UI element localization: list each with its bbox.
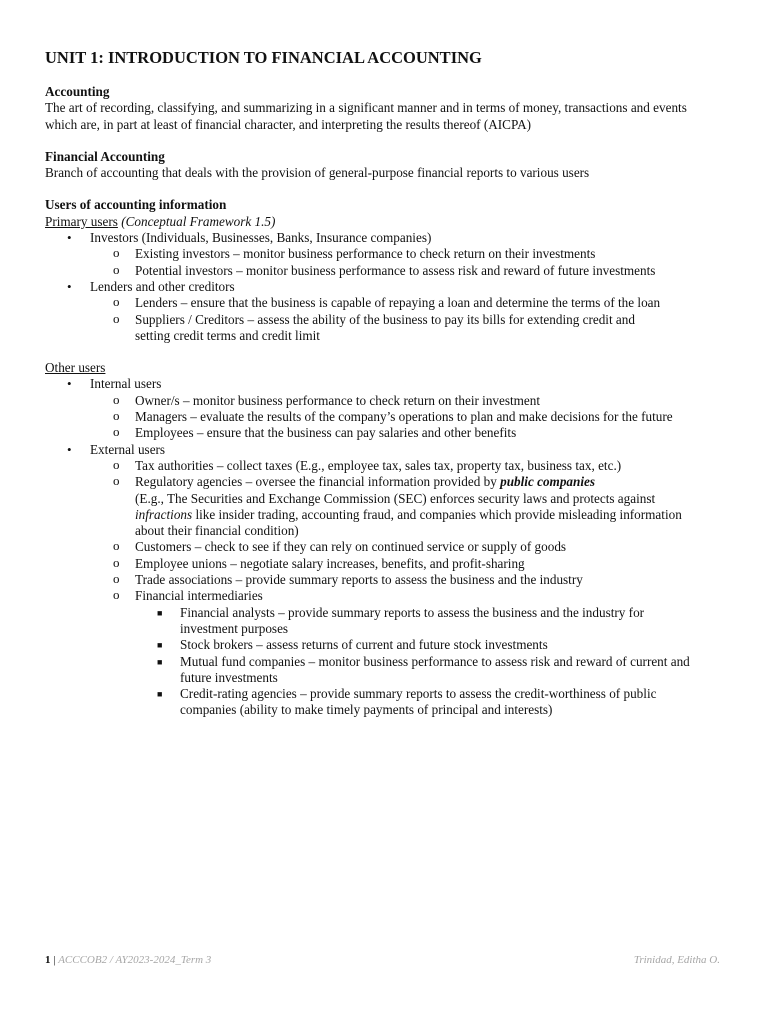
bullet-icon: • <box>67 376 72 392</box>
square-bullet-icon: ■ <box>157 607 163 618</box>
list-item <box>45 605 735 621</box>
accounting-definition-line: The art of recording, classifying, and summarizing in a significant manner and in terms of money, transactions and events <box>45 100 687 116</box>
list-item-continuation: (E.g., The Securities and Exchange Commission (SEC) enforces security laws and protects against <box>135 490 656 506</box>
list-item-continuation: future investments <box>180 669 278 685</box>
square-bullet-icon: ■ <box>157 689 163 700</box>
financial-accounting-definition: Branch of accounting that deals with the provision of general-purpose financial reports to various users <box>45 165 590 181</box>
users-heading: Users of accounting information <box>45 197 227 213</box>
list-item-text: Suppliers / Creditors – assess the ability of the business to pay its bills for extending credit and <box>135 311 635 327</box>
accounting-heading: Accounting <box>45 84 110 99</box>
course-code: ACCCOB2 / AY2023-2024_Term 3 <box>58 954 212 966</box>
circle-bullet-icon: o <box>113 456 120 472</box>
list-item-text: Lenders and other creditors <box>90 278 235 294</box>
circle-bullet-icon: o <box>113 554 120 570</box>
list-item-text: Regulatory agencies – oversee the financial information provided by <box>135 474 501 490</box>
emphasis-text: infractions <box>135 506 193 522</box>
primary-users-text: Primary users <box>45 213 118 229</box>
list-item-text: Stock brokers – assess returns of current and future stock investments <box>180 637 548 653</box>
author-name: Trinidad, Editha O. <box>633 954 720 966</box>
list-item <box>45 246 735 262</box>
list-item-text: Mutual fund companies – monitor business performance to assess risk and reward of current and <box>180 653 690 669</box>
document-page <box>45 48 735 719</box>
list-item-text: Potential investors – monitor business performance to assess risk and reward of future investments <box>135 262 656 278</box>
list-item-text: Internal users <box>90 376 162 392</box>
list-item-text: Lenders – ensure that the business is capable of repaying a loan and determine the terms of the loan <box>135 295 661 311</box>
list-item-text: Managers – evaluate the results of the company’s operations to plan and make decisions for the future <box>135 409 673 425</box>
page-number: 1 <box>45 954 51 966</box>
list-item-text: Financial analysts – provide summary reports to assess the business and the industry for <box>180 604 645 620</box>
circle-bullet-icon: o <box>113 294 120 310</box>
list-item <box>45 442 735 458</box>
bullet-icon: • <box>67 278 72 294</box>
circle-bullet-icon: o <box>113 571 120 587</box>
list-item-text: Investors (Individuals, Businesses, Banks, Insurance companies) <box>90 230 432 246</box>
circle-bullet-icon: o <box>113 245 120 261</box>
list-item-continuation: investment purposes <box>180 620 289 636</box>
circle-bullet-icon: o <box>113 473 120 489</box>
page-footer <box>45 952 720 968</box>
footer-separator: | <box>50 954 59 966</box>
square-bullet-icon: ■ <box>157 640 163 651</box>
list-item <box>45 295 735 311</box>
primary-users-label <box>45 214 735 230</box>
list-item <box>45 279 735 295</box>
circle-bullet-icon: o <box>113 310 120 326</box>
list-item-text: Owner/s – monitor business performance to check return on their investment <box>135 392 541 408</box>
list-item <box>45 474 735 490</box>
list-item <box>45 230 735 246</box>
list-item-text: Customers – check to see if they can rely on continued service or supply of goods <box>135 539 567 555</box>
circle-bullet-icon: o <box>113 261 120 277</box>
financial-accounting-heading: Financial Accounting <box>45 148 165 164</box>
list-item-text: Employee unions – negotiate salary increases, benefits, and profit-sharing <box>135 555 525 571</box>
list-item <box>45 654 735 670</box>
list-item-text: Existing investors – monitor business performance to check return on their investments <box>135 246 596 262</box>
other-users-text: Other users <box>45 360 106 376</box>
list-item-text: Trade associations – provide summary reports to assess the business and the industry <box>135 572 583 588</box>
list-item-text: Tax authorities – collect taxes (E.g., employee tax, sales tax, property tax, business tax, etc.) <box>135 457 622 473</box>
square-bullet-icon: ■ <box>157 656 163 667</box>
list-item-text: like insider trading, accounting fraud, and companies which provide misleading information <box>192 506 682 522</box>
bullet-icon: • <box>67 230 72 246</box>
list-item <box>45 588 735 604</box>
list-item-continuation: about their financial condition) <box>135 523 299 539</box>
circle-bullet-icon: o <box>113 391 120 407</box>
list-item-continuation: companies (ability to make timely payments of principal and interests) <box>180 702 553 718</box>
list-item <box>45 686 735 702</box>
circle-bullet-icon: o <box>113 408 120 424</box>
circle-bullet-icon: o <box>113 424 120 440</box>
list-item <box>45 425 735 441</box>
page-title: UNIT 1: INTRODUCTION TO FINANCIAL ACCOUNTING <box>45 48 482 67</box>
list-item-text: Credit-rating agencies – provide summary reports to assess the credit-worthiness of public <box>180 686 657 702</box>
list-item <box>45 458 735 474</box>
list-item <box>45 263 735 279</box>
list-item-text: Employees – ensure that the business can pay salaries and other benefits <box>135 425 517 441</box>
accounting-definition-line: which are, in part at least of financial character, and interpreting the results thereof (AICPA) <box>45 116 531 132</box>
list-item <box>45 409 735 425</box>
circle-bullet-icon: o <box>113 538 120 554</box>
list-item <box>45 572 735 588</box>
list-item-continuation <box>45 507 735 523</box>
list-item-continuation: setting credit terms and credit limit <box>135 327 320 343</box>
list-item-text: External users <box>90 441 166 457</box>
list-item <box>45 556 735 572</box>
list-item-text: Financial intermediaries <box>135 588 263 604</box>
list-item <box>45 312 735 328</box>
list-item <box>45 393 735 409</box>
list-item <box>45 376 735 392</box>
list-item <box>45 539 735 555</box>
list-item <box>45 637 735 653</box>
emphasis-text: public companies <box>500 474 595 490</box>
primary-users-reference: (Conceptual Framework 1.5) <box>121 213 276 229</box>
other-users-label <box>45 360 735 376</box>
circle-bullet-icon: o <box>113 587 120 603</box>
bullet-icon: • <box>67 441 72 457</box>
